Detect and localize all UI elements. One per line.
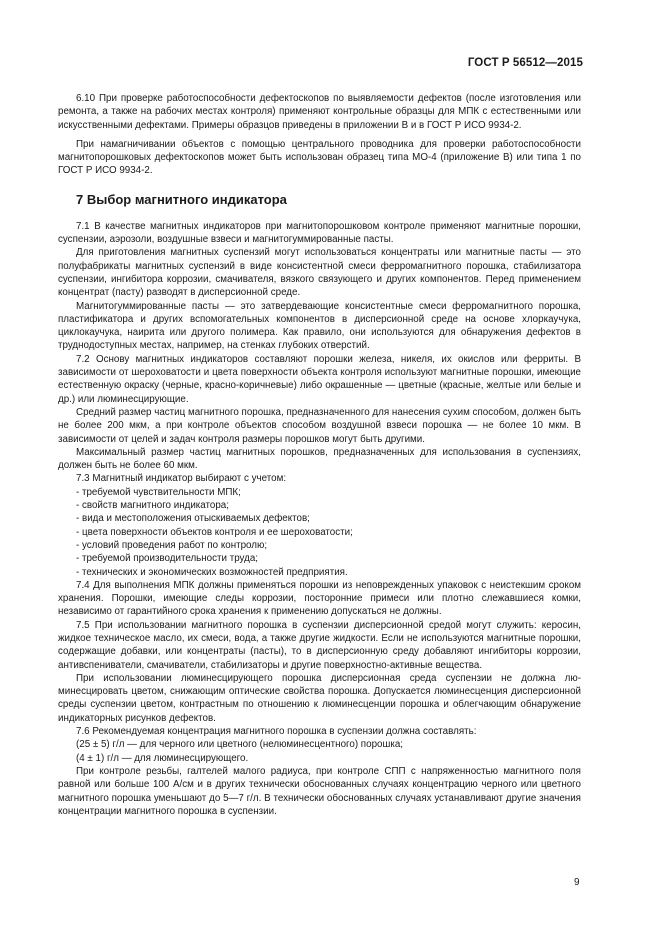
paragraph: Магнитогуммированные пасты — это затвердевающие консистентные смеси ферромагнитного порошка, пластификатора и других вспомогательных компонентов в дисперсионной среде на основе хлоркаучука, циклокаучука, наирита или другого полимера. Как правило, они используются для обнаружения дефектов в труднодоступных местах, например, на стенках глубоких отверстий. <box>58 300 581 352</box>
paragraph: 7.2 Основу магнитных индикаторов составляют порошки железа, никеля, их окислов или ферриты. В зависимости от шероховатости и цвета поверхности объекта контроля используют магнитные порошки, имеющие естественную окраску (черные, красно-коричневые) либо окрашенные — цветные (красные, желтые или белые и др.) или люминесцирующие. <box>58 353 581 405</box>
list-item: - требуемой чувствительности МПК; <box>76 486 241 498</box>
list-item: - технических и экономических возможностей предприятия. <box>76 566 348 578</box>
paragraph: Средний размер частиц магнитного порошка, предназначенного для нанесения сухим способом, должен быть не более 200 мкм, а при контроле объектов способом воздушной взвеси порошка — не более 10 мкм. В зависимости от целей и задач контроля размеры порошков могут быть другими. <box>58 406 581 445</box>
section-heading: 7 Выбор магнитного индикатора <box>76 191 287 207</box>
paragraph: Для приготовления магнитных суспензий могут использоваться концентраты или магнитные пасты — это полуфабрикаты магнитных суспензий в виде консистентной смеси ферромагнитного порошка, стабилизатора суспензии, ингибитора коррозии, смачивателя, вязкого связующего и других компонентов. Перед применением концентрат (пасту) разводят в дисперсионной среде. <box>58 247 581 299</box>
concentration-item: (4 ± 1) г/л — для люминесцирующего. <box>76 752 249 764</box>
list-item: - свойств магнитного индикатора; <box>76 500 229 512</box>
list-item: - условий проведения работ по контролю; <box>76 539 268 551</box>
list-item: - цвета поверхности объектов контроля и ее шероховатости; <box>76 526 353 538</box>
paragraph: 7.5 При использовании магнитного порошка в суспензии дисперсионной средой могут служить: керосин, жидкое техническое масло, их смеси, вода, а также другие жидкости. Если не используются магнитные порошки, содержащие добавки, или концентраты (пасты), то в дисперсионную среду добавляют ингибиторы коррозии, антивспениватели, смачиватели, стабилизаторы и другие поверхностно-активные вещества. <box>58 619 581 671</box>
paragraph: 6.10 При проверке работоспособности дефектоскопов по выявляемости дефектов (после изготовления или ремонта, а также на рабочих местах контроля) применяют контрольные образцы для МПК с естественными или искусственными дефектами. Примеры образцов приведены в приложении В и в ГОСТ Р ИСО 9934-2. <box>58 93 581 131</box>
document-body <box>58 92 581 818</box>
paragraph: 7.3 Магнитный индикатор выбирают с учетом: <box>76 473 287 485</box>
paragraph: При контроле резьбы, галтелей малого радиуса, при контроле СПП с напряженностью магнитного поля равной или больше 100 А/см и в других технически обоснованных случаях концентрацию черного или цветного магнитного порошка уменьшают до 5—7 г/л. В технически обоснованных случаях устанавливают другие значения концентрации магнитного порошка в суспензии. <box>58 765 581 817</box>
paragraph: Максимальный размер частиц магнитных порошков, предназначенных для использования в суспензиях, должен быть не более 60 мкм. <box>58 446 581 472</box>
paragraph: 7.6 Рекомендуемая концентрация магнитного порошка в суспензии должна составлять: <box>76 726 477 738</box>
page-number: 9 <box>574 877 580 888</box>
paragraph: При намагничивании объектов с помощью центрального проводника для проверки работоспособности магнитопорошковых дефектоскопов может быть использован образец типа МО-4 (приложение В) или типа 1 по ГОСТ Р ИСО 9934-2. <box>58 138 581 177</box>
paragraph: 7.4 Для выполнения МПК должны применяться порошки из неповрежденных упаковок с неистекшим сроком хранения. Порошки, имеющие следы коррозии, посторонние примеси или плотно слежавшиеся комки, независимо от гарантийного срока хранения к применению допускаться не должны. <box>58 579 581 618</box>
concentration-item: (25 ± 5) г/л — для черного или цветного (нелюминесцентного) порошка; <box>76 739 403 751</box>
paragraph: 7.1 В качестве магнитных индикаторов при магнитопорошковом контроле применяют магнитные порошки, суспензии, аэрозоли, воздушные взвеси и магнитогуммированные пасты. <box>58 220 581 246</box>
standard-header: ГОСТ Р 56512—2015 <box>467 57 583 69</box>
list-item: - вида и местоположения отыскиваемых дефектов; <box>76 513 310 525</box>
list-item: - требуемой производительности труда; <box>76 553 258 565</box>
paragraph: При использовании люминесцирующего порошка дисперсионная среда суспензии не должна люминесцировать цветом, снижающим оптические свойства порошка. Допускается люминесценция дисперсионной среды суспензии цветом, контрастным по отношению к люминесценции порошка и облегчающим обнаружение индикаторных рисунков дефектов. <box>58 672 581 724</box>
